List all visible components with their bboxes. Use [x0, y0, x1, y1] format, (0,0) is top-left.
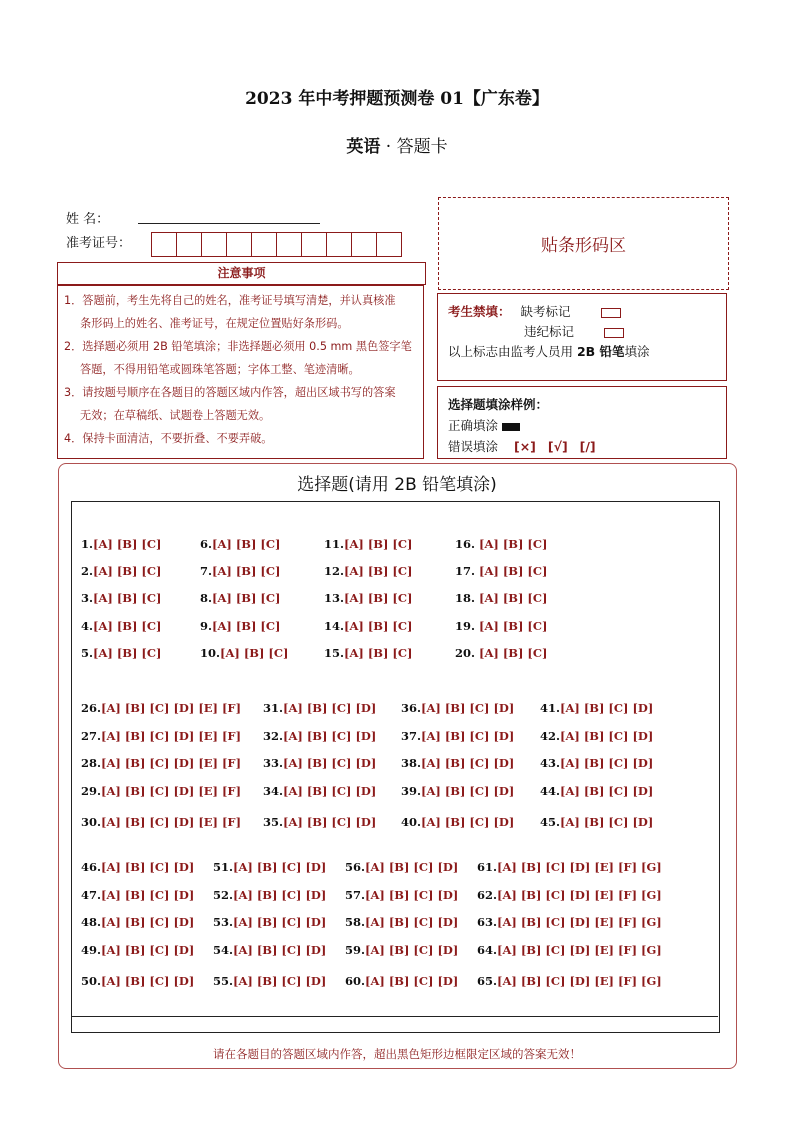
answer-options[interactable]: [A] [B] [C]: [93, 537, 162, 551]
question-number: 40.: [401, 815, 422, 829]
question-51[interactable]: [213, 860, 326, 874]
question-number: 52.: [213, 888, 234, 902]
answer-options[interactable]: [A] [B] [C] [D]: [283, 784, 377, 798]
notice-title: 注意事项: [57, 262, 426, 285]
answer-options[interactable]: [A] [B] [C] [D]: [421, 756, 515, 770]
wrong-mark: [/]: [579, 439, 596, 454]
question-number: 17.: [455, 564, 476, 578]
question-number: 49.: [81, 943, 102, 957]
subject-label: 英语: [346, 137, 381, 157]
question-17[interactable]: [455, 564, 547, 578]
question-41[interactable]: [540, 701, 653, 715]
fill-sample-box: [437, 386, 727, 459]
question-number: 1.: [81, 537, 94, 551]
answer-options[interactable]: [A] [B] [C] [D]: [560, 756, 654, 770]
name-field[interactable]: [138, 222, 320, 224]
question-44[interactable]: [540, 784, 653, 798]
page-subtitle: [0, 132, 794, 157]
question-number: 28.: [81, 756, 102, 770]
question-35[interactable]: [263, 815, 376, 829]
question-34[interactable]: [263, 784, 376, 798]
answer-options[interactable]: [A] [B] [C]: [475, 537, 548, 551]
question-64[interactable]: [477, 943, 662, 957]
answer-options[interactable]: [A] [B] [C]: [212, 591, 281, 605]
question-54[interactable]: [213, 943, 326, 957]
barcode-area: [438, 197, 729, 290]
question-46[interactable]: [81, 860, 194, 874]
question-57[interactable]: [345, 888, 458, 902]
question-3[interactable]: [81, 591, 161, 605]
question-28[interactable]: [81, 756, 241, 770]
question-number: 33.: [263, 756, 284, 770]
question-number: 51.: [213, 860, 234, 874]
question-50[interactable]: [81, 974, 194, 988]
question-number: 19.: [455, 619, 476, 633]
question-number: 44.: [540, 784, 561, 798]
answer-options[interactable]: [A] [B] [C] [D]: [233, 888, 327, 902]
question-55[interactable]: [213, 974, 326, 988]
question-1[interactable]: [81, 537, 161, 551]
question-number: 12.: [324, 564, 345, 578]
answer-options[interactable]: [A] [B] [C]: [212, 619, 281, 633]
answer-options[interactable]: [A] [B] [C] [D]: [283, 701, 377, 715]
answer-options[interactable]: [A] [B] [C]: [475, 591, 548, 605]
notice-item: 1．答题前，考生先将自己的姓名，准考证号填写清楚，并认真核准: [64, 294, 396, 307]
correct-fill-label: 正确填涂: [448, 418, 499, 433]
question-12[interactable]: [324, 564, 412, 578]
question-14[interactable]: [324, 619, 412, 633]
question-19[interactable]: [455, 619, 547, 633]
answer-options[interactable]: [A] [B] [C]: [93, 646, 162, 660]
id-digit-box[interactable]: [276, 232, 302, 257]
question-65[interactable]: [477, 974, 662, 988]
name-label: 姓 名：: [66, 212, 110, 227]
question-number: 43.: [540, 756, 561, 770]
answer-options[interactable]: [A] [B] [C]: [344, 537, 413, 551]
question-30[interactable]: [81, 815, 241, 829]
question-27[interactable]: [81, 729, 241, 743]
question-38[interactable]: [401, 756, 514, 770]
question-number: 13.: [324, 591, 345, 605]
answer-options[interactable]: [A] [B] [C] [D]: [365, 888, 459, 902]
answer-options[interactable]: [A] [B] [C] [D] [E] [F] [G]: [497, 915, 662, 929]
answer-options[interactable]: [A] [B] [C]: [475, 619, 548, 633]
notice-item-cont: 无效；在草稿纸、试题卷上答题无效。: [80, 409, 271, 422]
question-number: 57.: [345, 888, 366, 902]
question-number: 20.: [455, 646, 476, 660]
question-47[interactable]: [81, 888, 194, 902]
question-10[interactable]: [200, 646, 288, 660]
answer-options[interactable]: [A] [B] [C] [D]: [101, 974, 195, 988]
answer-options[interactable]: [A] [B] [C]: [475, 564, 548, 578]
answer-options[interactable]: [A] [B] [C] [D]: [560, 729, 654, 743]
question-15[interactable]: [324, 646, 412, 660]
question-number: 61.: [477, 860, 498, 874]
question-number: 48.: [81, 915, 102, 929]
answer-options[interactable]: [A] [B] [C] [D]: [283, 729, 377, 743]
question-49[interactable]: [81, 943, 194, 957]
answer-options[interactable]: [A] [B] [C] [D]: [233, 974, 327, 988]
question-number: 63.: [477, 915, 498, 929]
answer-options[interactable]: [A] [B] [C] [D]: [365, 974, 459, 988]
question-number: 15.: [324, 646, 345, 660]
answer-options[interactable]: [A] [B] [C] [D]: [421, 815, 515, 829]
id-digit-box[interactable]: [351, 232, 377, 257]
question-number: 8.: [200, 591, 213, 605]
absent-label: 缺考标记: [520, 304, 571, 319]
question-18[interactable]: [455, 591, 547, 605]
forbid-label: 考生禁填：: [448, 304, 511, 319]
answer-options[interactable]: [A] [B] [C] [D] [E] [F]: [101, 784, 242, 798]
answer-options[interactable]: [A] [B] [C] [D]: [233, 915, 327, 929]
question-number: 50.: [81, 974, 102, 988]
answer-options[interactable]: [A] [B] [C]: [344, 591, 413, 605]
question-number: 38.: [401, 756, 422, 770]
question-number: 26.: [81, 701, 102, 715]
answer-options[interactable]: [A] [B] [C] [D] [E] [F] [G]: [497, 860, 662, 874]
question-8[interactable]: [200, 591, 280, 605]
forbid-note-pre: 以上标志由监考人员用: [448, 344, 577, 359]
question-number: 35.: [263, 815, 284, 829]
barcode-label: 贴条形码区: [541, 236, 626, 256]
question-number: 27.: [81, 729, 102, 743]
answer-options[interactable]: [A] [B] [C] [D]: [233, 943, 327, 957]
card-label: 答题卡: [396, 137, 448, 157]
question-number: 6.: [200, 537, 213, 551]
violation-label: 违纪标记: [524, 324, 575, 339]
page-title: 2023 年中考押题预测卷 01【广东卷】: [245, 89, 549, 109]
question-number: 31.: [263, 701, 284, 715]
question-48[interactable]: [81, 915, 194, 929]
examiner-only-box: [437, 293, 727, 381]
question-43[interactable]: [540, 756, 653, 770]
answer-options[interactable]: [A] [B] [C] [D]: [421, 729, 515, 743]
question-number: 60.: [345, 974, 366, 988]
answer-options[interactable]: [A] [B] [C] [D] [E] [F]: [101, 701, 242, 715]
answer-options[interactable]: [A] [B] [C] [D]: [560, 701, 654, 715]
notice-item-cont: 答题，不得用铅笔或圆珠笔答题；字体工整、笔迹清晰。: [80, 363, 360, 376]
question-61[interactable]: [477, 860, 662, 874]
question-number: 41.: [540, 701, 561, 715]
answer-options[interactable]: [A] [B] [C] [D] [E] [F] [G]: [497, 974, 662, 988]
question-number: 16.: [455, 537, 476, 551]
filled-mark: [502, 423, 520, 431]
notice-item-cont: 条形码上的姓名、准考证号，在规定位置贴好条形码。: [80, 317, 349, 330]
answer-options[interactable]: [A] [B] [C] [D]: [421, 784, 515, 798]
answer-options[interactable]: [A] [B] [C] [D]: [283, 756, 377, 770]
question-58[interactable]: [345, 915, 458, 929]
question-number: 7.: [200, 564, 213, 578]
answer-options[interactable]: [A] [B] [C] [D] [E] [F]: [101, 815, 242, 829]
id-digit-box[interactable]: [151, 232, 177, 257]
answer-options[interactable]: [A] [B] [C] [D]: [421, 701, 515, 715]
question-33[interactable]: [263, 756, 376, 770]
question-60[interactable]: [345, 974, 458, 988]
id-digit-box[interactable]: [201, 232, 227, 257]
question-number: 45.: [540, 815, 561, 829]
id-digit-box[interactable]: [176, 232, 202, 257]
answer-options[interactable]: [A] [B] [C] [D]: [365, 915, 459, 929]
absent-mark-box[interactable]: [601, 308, 621, 318]
question-number: 32.: [263, 729, 284, 743]
answer-options[interactable]: [A] [B] [C]: [475, 646, 548, 660]
question-number: 10.: [200, 646, 221, 660]
question-62[interactable]: [477, 888, 662, 902]
question-4[interactable]: [81, 619, 161, 633]
wrong-mark: [×]: [514, 439, 536, 454]
question-40[interactable]: [401, 815, 514, 829]
question-number: 53.: [213, 915, 234, 929]
question-number: 14.: [324, 619, 345, 633]
answer-options[interactable]: [A] [B] [C]: [220, 646, 289, 660]
violation-mark-box[interactable]: [604, 328, 624, 338]
id-digit-box[interactable]: [326, 232, 352, 257]
question-number: 54.: [213, 943, 234, 957]
question-11[interactable]: [324, 537, 412, 551]
question-9[interactable]: [200, 619, 280, 633]
answer-options[interactable]: [A] [B] [C] [D]: [283, 815, 377, 829]
question-53[interactable]: [213, 915, 326, 929]
question-number: 62.: [477, 888, 498, 902]
question-16[interactable]: [455, 537, 547, 551]
question-number: 18.: [455, 591, 476, 605]
question-number: 9.: [200, 619, 213, 633]
question-number: 36.: [401, 701, 422, 715]
answer-options[interactable]: [A] [B] [C] [D]: [560, 784, 654, 798]
question-number: 34.: [263, 784, 284, 798]
answer-options[interactable]: [A] [B] [C] [D]: [101, 915, 195, 929]
answer-area-divider: [71, 1016, 718, 1017]
question-7[interactable]: [200, 564, 280, 578]
question-45[interactable]: [540, 815, 653, 829]
question-number: 46.: [81, 860, 102, 874]
id-number-boxes[interactable]: [151, 232, 401, 257]
question-6[interactable]: [200, 537, 280, 551]
answer-options[interactable]: [A] [B] [C] [D]: [101, 888, 195, 902]
question-37[interactable]: [401, 729, 514, 743]
id-digit-box[interactable]: [301, 232, 327, 257]
question-2[interactable]: [81, 564, 161, 578]
question-number: 5.: [81, 646, 94, 660]
answer-options[interactable]: [A] [B] [C] [D] [E] [F] [G]: [497, 943, 662, 957]
question-number: 64.: [477, 943, 498, 957]
answer-options[interactable]: [A] [B] [C]: [344, 564, 413, 578]
question-39[interactable]: [401, 784, 514, 798]
notice-item: 4．保持卡面清洁，不要折叠、不要弄破。: [64, 432, 273, 445]
question-32[interactable]: [263, 729, 376, 743]
answer-options[interactable]: [A] [B] [C] [D]: [365, 943, 459, 957]
wrong-mark: [√]: [547, 439, 568, 454]
question-number: 42.: [540, 729, 561, 743]
notice-body: [57, 285, 424, 459]
question-number: 2.: [81, 564, 94, 578]
notice-item: 2．选择题必须用 2B 铅笔填涂；非选择题必须用 0.5 mm 黑色签字笔: [64, 340, 412, 353]
question-36[interactable]: [401, 701, 514, 715]
question-59[interactable]: [345, 943, 458, 957]
question-5[interactable]: [81, 646, 161, 660]
id-digit-box[interactable]: [376, 232, 402, 257]
question-number: 11.: [324, 537, 345, 551]
id-digit-box[interactable]: [226, 232, 252, 257]
question-number: 39.: [401, 784, 422, 798]
answer-options[interactable]: [A] [B] [C] [D] [E] [F] [G]: [497, 888, 662, 902]
answer-options[interactable]: [A] [B] [C] [D]: [365, 860, 459, 874]
question-number: 55.: [213, 974, 234, 988]
answer-options[interactable]: [A] [B] [C]: [93, 591, 162, 605]
forbid-note-bold: 2B 铅笔: [576, 344, 625, 359]
question-number: 47.: [81, 888, 102, 902]
question-63[interactable]: [477, 915, 662, 929]
answer-options[interactable]: [A] [B] [C]: [344, 646, 413, 660]
answer-options[interactable]: [A] [B] [C]: [93, 619, 162, 633]
question-13[interactable]: [324, 591, 412, 605]
question-number: 56.: [345, 860, 366, 874]
footer-warning: 请在各题目的答题区域内作答，超出黑色矩形边框限定区域的答案无效！: [213, 1047, 581, 1061]
answer-options[interactable]: [A] [B] [C]: [212, 564, 281, 578]
answer-options[interactable]: [A] [B] [C]: [212, 537, 281, 551]
id-label: 准考证号：: [66, 236, 132, 251]
question-number: 59.: [345, 943, 366, 957]
question-number: 4.: [81, 619, 94, 633]
question-52[interactable]: [213, 888, 326, 902]
question-31[interactable]: [263, 701, 376, 715]
question-29[interactable]: [81, 784, 241, 798]
question-42[interactable]: [540, 729, 653, 743]
answer-options[interactable]: [A] [B] [C] [D] [E] [F]: [101, 729, 242, 743]
forbid-note-post: 填涂: [624, 344, 650, 359]
question-number: 30.: [81, 815, 102, 829]
question-20[interactable]: [455, 646, 547, 660]
answer-options[interactable]: [A] [B] [C]: [344, 619, 413, 633]
answer-options[interactable]: [A] [B] [C] [D] [E] [F]: [101, 756, 242, 770]
answer-options[interactable]: [A] [B] [C] [D]: [233, 860, 327, 874]
question-56[interactable]: [345, 860, 458, 874]
title-separator: ·: [385, 137, 392, 157]
answer-options[interactable]: [A] [B] [C]: [93, 564, 162, 578]
question-number: 3.: [81, 591, 94, 605]
question-number: 58.: [345, 915, 366, 929]
wrong-fill-label: 错误填涂: [448, 439, 499, 454]
section-title: 选择题(请用 2B 铅笔填涂): [297, 475, 497, 495]
id-digit-box[interactable]: [251, 232, 277, 257]
answer-options[interactable]: [A] [B] [C] [D]: [101, 860, 195, 874]
question-26[interactable]: [81, 701, 241, 715]
answer-options[interactable]: [A] [B] [C] [D]: [101, 943, 195, 957]
question-number: 37.: [401, 729, 422, 743]
answer-options[interactable]: [A] [B] [C] [D]: [560, 815, 654, 829]
notice-item: 3．请按题号顺序在各题目的答题区域内作答，超出区域书写的答案: [64, 386, 396, 399]
question-number: 29.: [81, 784, 102, 798]
sample-title: 选择题填涂样例：: [448, 397, 549, 412]
question-number: 65.: [477, 974, 498, 988]
